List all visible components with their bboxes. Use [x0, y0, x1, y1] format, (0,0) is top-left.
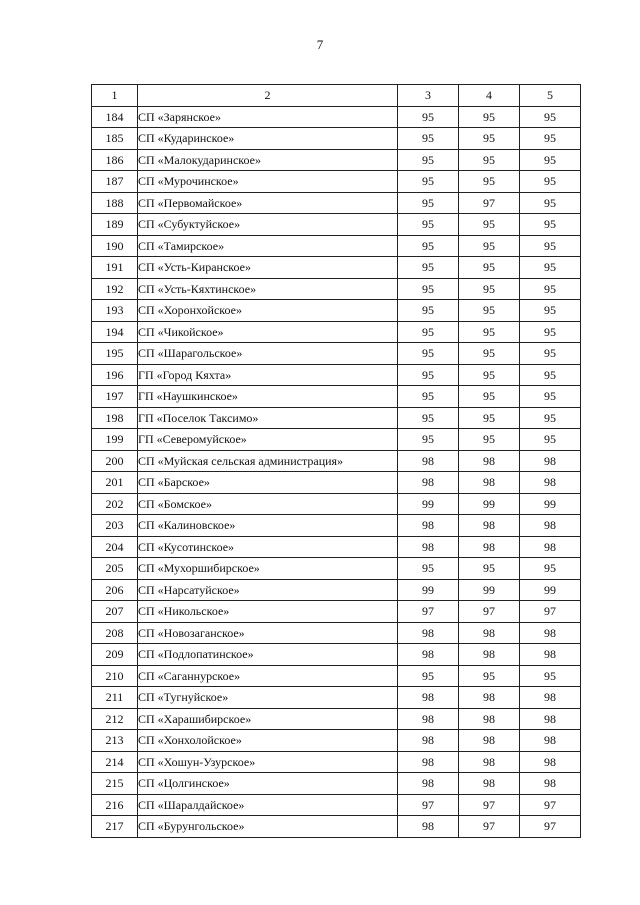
table-row	[92, 364, 581, 386]
row-number-cell: 185	[92, 128, 138, 150]
settlement-name-cell: СП «Малокударинское»	[138, 149, 398, 171]
table-row	[92, 515, 581, 537]
column-5-value-cell: 95	[520, 106, 581, 128]
column-5-value-cell: 98	[520, 515, 581, 537]
row-number-cell: 208	[92, 622, 138, 644]
column-3-value-cell: 95	[398, 235, 459, 257]
table-row	[92, 171, 581, 193]
table-body	[92, 106, 581, 837]
settlement-name-cell: СП «Новозаганское»	[138, 622, 398, 644]
column-3-value-cell: 95	[398, 149, 459, 171]
column-4-value-cell: 95	[459, 665, 520, 687]
row-number-cell: 207	[92, 601, 138, 623]
column-3-value-cell: 99	[398, 493, 459, 515]
column-4-value-cell: 95	[459, 235, 520, 257]
column-5-value-cell: 95	[520, 343, 581, 365]
table-row	[92, 257, 581, 279]
column-4-value-cell: 98	[459, 773, 520, 795]
row-number-cell: 202	[92, 493, 138, 515]
column-3-value-cell: 95	[398, 343, 459, 365]
settlement-name-cell: СП «Кударинское»	[138, 128, 398, 150]
column-3-value-cell: 95	[398, 364, 459, 386]
settlement-name-cell: ГП «Поселок Таксимо»	[138, 407, 398, 429]
row-number-cell: 195	[92, 343, 138, 365]
row-number-cell: 217	[92, 816, 138, 838]
settlement-name-cell: СП «Барское»	[138, 472, 398, 494]
column-4-value-cell: 95	[459, 343, 520, 365]
settlement-name-cell: СП «Шарагольское»	[138, 343, 398, 365]
column-3-value-cell: 98	[398, 816, 459, 838]
column-5-value-cell: 97	[520, 816, 581, 838]
column-4-value-cell: 98	[459, 644, 520, 666]
column-5-value-cell: 99	[520, 579, 581, 601]
column-3-value-cell: 95	[398, 300, 459, 322]
column-5-value-cell: 98	[520, 708, 581, 730]
column-4-value-cell: 95	[459, 149, 520, 171]
column-5-value-cell: 95	[520, 321, 581, 343]
column-5-value-cell: 98	[520, 687, 581, 709]
table-row	[92, 601, 581, 623]
row-number-cell: 204	[92, 536, 138, 558]
column-4-value-cell: 98	[459, 730, 520, 752]
column-4-value-cell: 95	[459, 214, 520, 236]
column-5-value-cell: 99	[520, 493, 581, 515]
table-row	[92, 192, 581, 214]
row-number-cell: 203	[92, 515, 138, 537]
row-number-cell: 206	[92, 579, 138, 601]
column-4-value-cell: 98	[459, 751, 520, 773]
column-4-value-cell: 98	[459, 450, 520, 472]
column-5-value-cell: 95	[520, 128, 581, 150]
row-number-cell: 196	[92, 364, 138, 386]
column-3-value-cell: 98	[398, 622, 459, 644]
column-5-value-cell: 98	[520, 644, 581, 666]
row-number-cell: 193	[92, 300, 138, 322]
column-5-value-cell: 98	[520, 450, 581, 472]
column-3-value-cell: 98	[398, 687, 459, 709]
column-4-value-cell: 98	[459, 708, 520, 730]
table-row	[92, 773, 581, 795]
row-number-cell: 186	[92, 149, 138, 171]
settlement-name-cell: СП «Хонхолойское»	[138, 730, 398, 752]
table-row	[92, 579, 581, 601]
column-4-value-cell: 95	[459, 278, 520, 300]
table-row	[92, 622, 581, 644]
row-number-cell: 192	[92, 278, 138, 300]
column-3-value-cell: 98	[398, 708, 459, 730]
column-5-value-cell: 95	[520, 300, 581, 322]
column-5-value-cell: 97	[520, 794, 581, 816]
column-5-value-cell: 95	[520, 665, 581, 687]
column-3-value-cell: 98	[398, 730, 459, 752]
row-number-cell: 216	[92, 794, 138, 816]
settlement-name-cell: СП «Тамирское»	[138, 235, 398, 257]
column-3-value-cell: 98	[398, 472, 459, 494]
column-header-3: 3	[398, 85, 459, 107]
row-number-cell: 215	[92, 773, 138, 795]
table-row	[92, 106, 581, 128]
column-5-value-cell: 95	[520, 558, 581, 580]
column-3-value-cell: 95	[398, 257, 459, 279]
column-3-value-cell: 95	[398, 106, 459, 128]
column-4-value-cell: 95	[459, 106, 520, 128]
settlement-name-cell: СП «Хоронхойское»	[138, 300, 398, 322]
table-row	[92, 214, 581, 236]
column-4-value-cell: 95	[459, 386, 520, 408]
column-3-value-cell: 95	[398, 214, 459, 236]
table-row	[92, 665, 581, 687]
table-row	[92, 128, 581, 150]
table-row	[92, 278, 581, 300]
row-number-cell: 201	[92, 472, 138, 494]
row-number-cell: 210	[92, 665, 138, 687]
table-row	[92, 407, 581, 429]
settlement-name-cell: СП «Усть-Киранское»	[138, 257, 398, 279]
row-number-cell: 211	[92, 687, 138, 709]
column-3-value-cell: 95	[398, 407, 459, 429]
settlement-name-cell: ГП «Наушкинское»	[138, 386, 398, 408]
settlement-name-cell: СП «Подлопатинское»	[138, 644, 398, 666]
header-row	[92, 85, 581, 107]
settlement-name-cell: СП «Цолгинское»	[138, 773, 398, 795]
column-3-value-cell: 95	[398, 192, 459, 214]
column-4-value-cell: 97	[459, 601, 520, 623]
settlement-name-cell: СП «Муйская сельская администрация»	[138, 450, 398, 472]
column-3-value-cell: 98	[398, 751, 459, 773]
data-table	[91, 84, 581, 838]
column-3-value-cell: 95	[398, 665, 459, 687]
row-number-cell: 197	[92, 386, 138, 408]
page-number: 7	[316, 37, 324, 52]
column-header-5: 5	[520, 85, 581, 107]
column-5-value-cell: 98	[520, 472, 581, 494]
settlement-name-cell: СП «Первомайское»	[138, 192, 398, 214]
column-3-value-cell: 98	[398, 515, 459, 537]
column-4-value-cell: 95	[459, 364, 520, 386]
column-3-value-cell: 95	[398, 171, 459, 193]
column-3-value-cell: 98	[398, 773, 459, 795]
table-row	[92, 794, 581, 816]
row-number-cell: 184	[92, 106, 138, 128]
column-3-value-cell: 98	[398, 644, 459, 666]
settlement-name-cell: СП «Нарсатуйское»	[138, 579, 398, 601]
column-5-value-cell: 95	[520, 407, 581, 429]
column-3-value-cell: 97	[398, 794, 459, 816]
settlement-name-cell: СП «Субуктуйское»	[138, 214, 398, 236]
column-4-value-cell: 98	[459, 622, 520, 644]
row-number-cell: 200	[92, 450, 138, 472]
column-5-value-cell: 98	[520, 773, 581, 795]
column-4-value-cell: 97	[459, 816, 520, 838]
row-number-cell: 187	[92, 171, 138, 193]
table-row	[92, 300, 581, 322]
column-3-value-cell: 95	[398, 321, 459, 343]
column-5-value-cell: 98	[520, 536, 581, 558]
table-row	[92, 343, 581, 365]
row-number-cell: 209	[92, 644, 138, 666]
settlement-name-cell: СП «Саганнурское»	[138, 665, 398, 687]
row-number-cell: 189	[92, 214, 138, 236]
table-row	[92, 149, 581, 171]
settlement-name-cell: СП «Калиновское»	[138, 515, 398, 537]
column-3-value-cell: 98	[398, 536, 459, 558]
table-row	[92, 751, 581, 773]
table-row	[92, 644, 581, 666]
column-5-value-cell: 95	[520, 278, 581, 300]
row-number-cell: 214	[92, 751, 138, 773]
column-4-value-cell: 95	[459, 407, 520, 429]
column-5-value-cell: 95	[520, 429, 581, 451]
settlement-name-cell: СП «Усть-Кяхтинское»	[138, 278, 398, 300]
row-number-cell: 213	[92, 730, 138, 752]
table-row	[92, 235, 581, 257]
column-5-value-cell: 95	[520, 192, 581, 214]
column-3-value-cell: 99	[398, 579, 459, 601]
settlement-name-cell: СП «Тугнуйское»	[138, 687, 398, 709]
settlement-name-cell: СП «Мурочинское»	[138, 171, 398, 193]
column-4-value-cell: 99	[459, 579, 520, 601]
column-4-value-cell: 95	[459, 321, 520, 343]
column-5-value-cell: 95	[520, 149, 581, 171]
column-3-value-cell: 98	[398, 450, 459, 472]
column-5-value-cell: 95	[520, 214, 581, 236]
column-header-1: 1	[92, 85, 138, 107]
column-4-value-cell: 95	[459, 300, 520, 322]
column-header-2: 2	[138, 85, 398, 107]
column-3-value-cell: 95	[398, 278, 459, 300]
column-5-value-cell: 95	[520, 257, 581, 279]
settlement-name-cell: СП «Хошун-Узурское»	[138, 751, 398, 773]
column-4-value-cell: 95	[459, 128, 520, 150]
table-row	[92, 450, 581, 472]
settlement-name-cell: СП «Харашибирское»	[138, 708, 398, 730]
column-4-value-cell: 98	[459, 687, 520, 709]
column-4-value-cell: 97	[459, 192, 520, 214]
column-3-value-cell: 95	[398, 558, 459, 580]
column-3-value-cell: 95	[398, 386, 459, 408]
column-4-value-cell: 95	[459, 171, 520, 193]
settlement-name-cell: СП «Никольское»	[138, 601, 398, 623]
table-row	[92, 493, 581, 515]
settlement-name-cell: СП «Зарянское»	[138, 106, 398, 128]
column-3-value-cell: 95	[398, 429, 459, 451]
table-row	[92, 472, 581, 494]
table-row	[92, 816, 581, 838]
row-number-cell: 188	[92, 192, 138, 214]
column-4-value-cell: 95	[459, 558, 520, 580]
settlement-name-cell: СП «Шаралдайское»	[138, 794, 398, 816]
table-row	[92, 558, 581, 580]
column-4-value-cell: 98	[459, 515, 520, 537]
column-4-value-cell: 95	[459, 429, 520, 451]
table-row	[92, 687, 581, 709]
settlement-name-cell: ГП «Город Кяхта»	[138, 364, 398, 386]
settlement-name-cell: СП «Кусотинское»	[138, 536, 398, 558]
row-number-cell: 205	[92, 558, 138, 580]
column-3-value-cell: 95	[398, 128, 459, 150]
column-5-value-cell: 95	[520, 171, 581, 193]
table-row	[92, 730, 581, 752]
settlement-name-cell: СП «Бомское»	[138, 493, 398, 515]
column-5-value-cell: 97	[520, 601, 581, 623]
settlement-name-cell: ГП «Северомуйское»	[138, 429, 398, 451]
settlement-name-cell: СП «Бурунгольское»	[138, 816, 398, 838]
column-3-value-cell: 97	[398, 601, 459, 623]
settlement-name-cell: СП «Мухоршибирское»	[138, 558, 398, 580]
table-row	[92, 536, 581, 558]
column-5-value-cell: 95	[520, 235, 581, 257]
table-row	[92, 386, 581, 408]
column-4-value-cell: 99	[459, 493, 520, 515]
column-4-value-cell: 95	[459, 257, 520, 279]
row-number-cell: 190	[92, 235, 138, 257]
row-number-cell: 194	[92, 321, 138, 343]
row-number-cell: 198	[92, 407, 138, 429]
column-4-value-cell: 98	[459, 472, 520, 494]
row-number-cell: 199	[92, 429, 138, 451]
table-row	[92, 321, 581, 343]
column-4-value-cell: 97	[459, 794, 520, 816]
row-number-cell: 191	[92, 257, 138, 279]
column-5-value-cell: 98	[520, 730, 581, 752]
column-5-value-cell: 95	[520, 386, 581, 408]
row-number-cell: 212	[92, 708, 138, 730]
settlement-name-cell: СП «Чикойское»	[138, 321, 398, 343]
column-5-value-cell: 98	[520, 622, 581, 644]
column-5-value-cell: 95	[520, 364, 581, 386]
column-4-value-cell: 98	[459, 536, 520, 558]
column-5-value-cell: 98	[520, 751, 581, 773]
column-header-4: 4	[459, 85, 520, 107]
table-row	[92, 429, 581, 451]
table-row	[92, 708, 581, 730]
